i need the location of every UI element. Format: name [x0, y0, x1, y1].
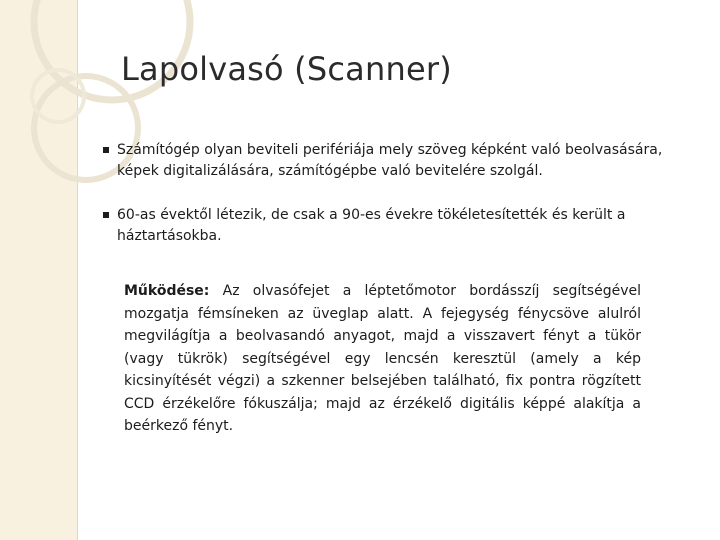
square-bullet-icon	[103, 147, 109, 153]
slide-title: Lapolvasó (Scanner)	[121, 50, 452, 88]
bullet-item	[101, 140, 681, 182]
bullet-item	[101, 205, 681, 247]
side-panel	[0, 0, 77, 540]
bullet-text: Számítógép olyan beviteli perifériája mely szöveg képként való beolvasására, képek digitalizálására, számítógépbe való bevitelére szolgál.	[117, 142, 663, 179]
operation-label: Működése:	[124, 283, 210, 299]
operation-text: Az olvasófejet a léptetőmotor bordásszíj segítségével mozgatja fémsíneken az üveglap alatt. A fejegység fénycsöve alulról megvilágítja a beolvasandó anyagot, majd a visszavert fényt a tükör (vagy tükrök) segítségével egy lencsén keresztül (amely a kép kicsinyítését végzi) a szkenner belsejében található, fix pontra rögzített CCD érzékelőre fókuszálja; majd az érzékelő digitális képpé alakítja a beérkező fényt.	[124, 283, 641, 434]
bullet-list	[101, 140, 681, 270]
side-panel-edge	[77, 0, 78, 540]
square-bullet-icon	[103, 212, 109, 218]
bullet-text: 60-as évektől létezik, de csak a 90-es évekre tökéletesítették és került a háztartásokba.	[117, 207, 626, 244]
operation-paragraph	[124, 280, 641, 438]
